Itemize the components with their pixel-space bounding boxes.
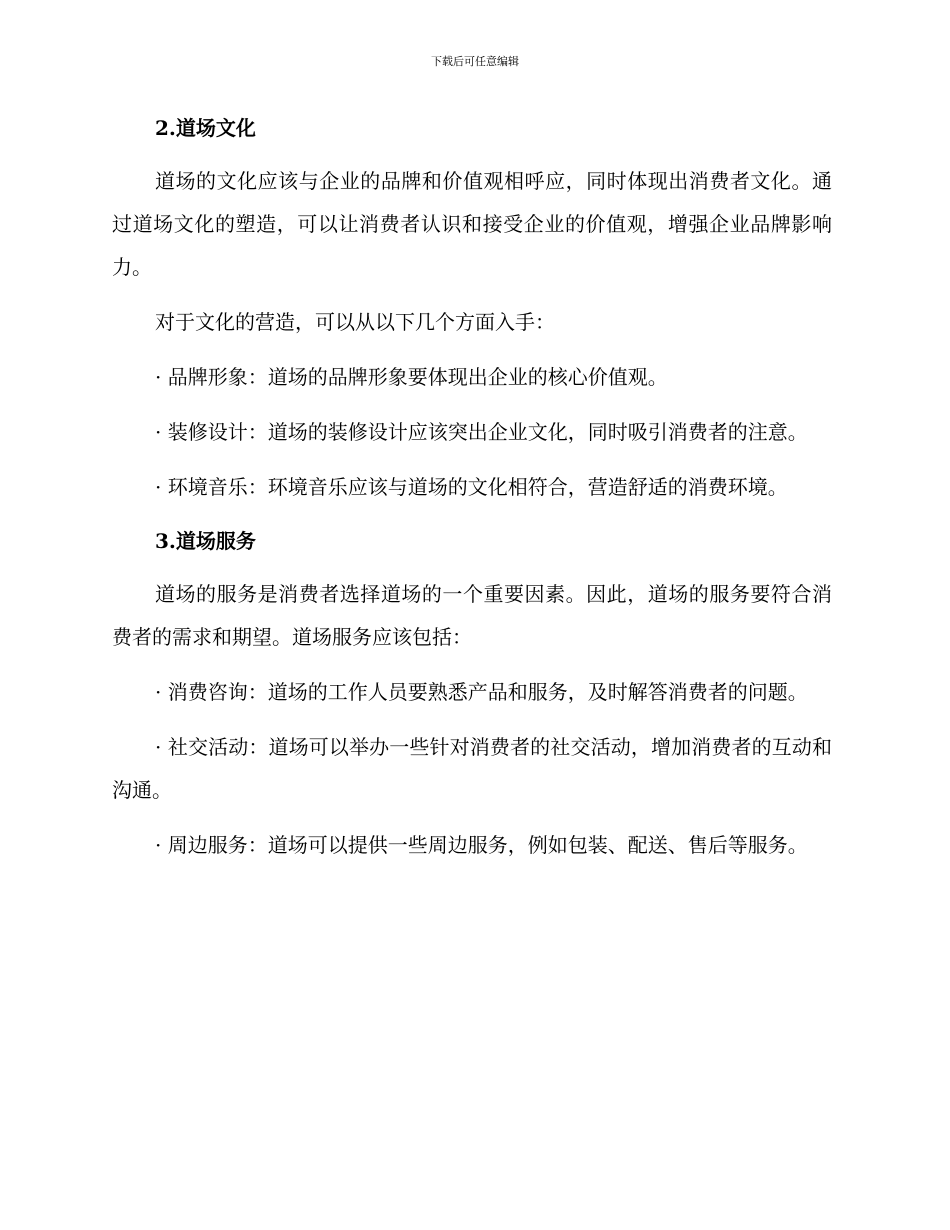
paragraph-culture-intro: 道场的文化应该与企业的品牌和价值观相呼应，同时体现出消费者文化。通过道场文化的塑造，可以让消费者认识和接受企业的价值观，增强企业品牌影响力。 xyxy=(112,169,832,279)
paragraph-culture-approach: 对于文化的营造，可以从以下几个方面入手： xyxy=(155,310,555,334)
document-body xyxy=(112,108,832,867)
bullet-brand-image: · 品牌形象：道场的品牌形象要体现出企业的核心价值观。 xyxy=(155,365,668,389)
section-heading-service: 3.道场服务 xyxy=(155,529,256,553)
bullet-peripheral-services: · 周边服务：道场可以提供一些周边服务，例如包装、配送、售后等服务。 xyxy=(155,833,808,857)
bullet-ambient-music: · 环境音乐：环境音乐应该与道场的文化相符合，营造舒适的消费环境。 xyxy=(155,475,788,499)
bullet-consultation: · 消费咨询：道场的工作人员要熟悉产品和服务，及时解答消费者的问题。 xyxy=(155,680,808,704)
section-heading-culture: 2.道场文化 xyxy=(155,116,256,140)
bullet-social-activities: · 社交活动：道场可以举办一些针对消费者的社交活动，增加消费者的互动和沟通。 xyxy=(112,735,832,802)
bullet-decoration-design: · 装修设计：道场的装修设计应该突出企业文化，同时吸引消费者的注意。 xyxy=(155,420,808,444)
paragraph-service-intro: 道场的服务是消费者选择道场的一个重要因素。因此，道场的服务要符合消费者的需求和期望。道场服务应该包括： xyxy=(112,582,832,649)
header-note: 下载后可任意编辑 xyxy=(431,55,519,68)
